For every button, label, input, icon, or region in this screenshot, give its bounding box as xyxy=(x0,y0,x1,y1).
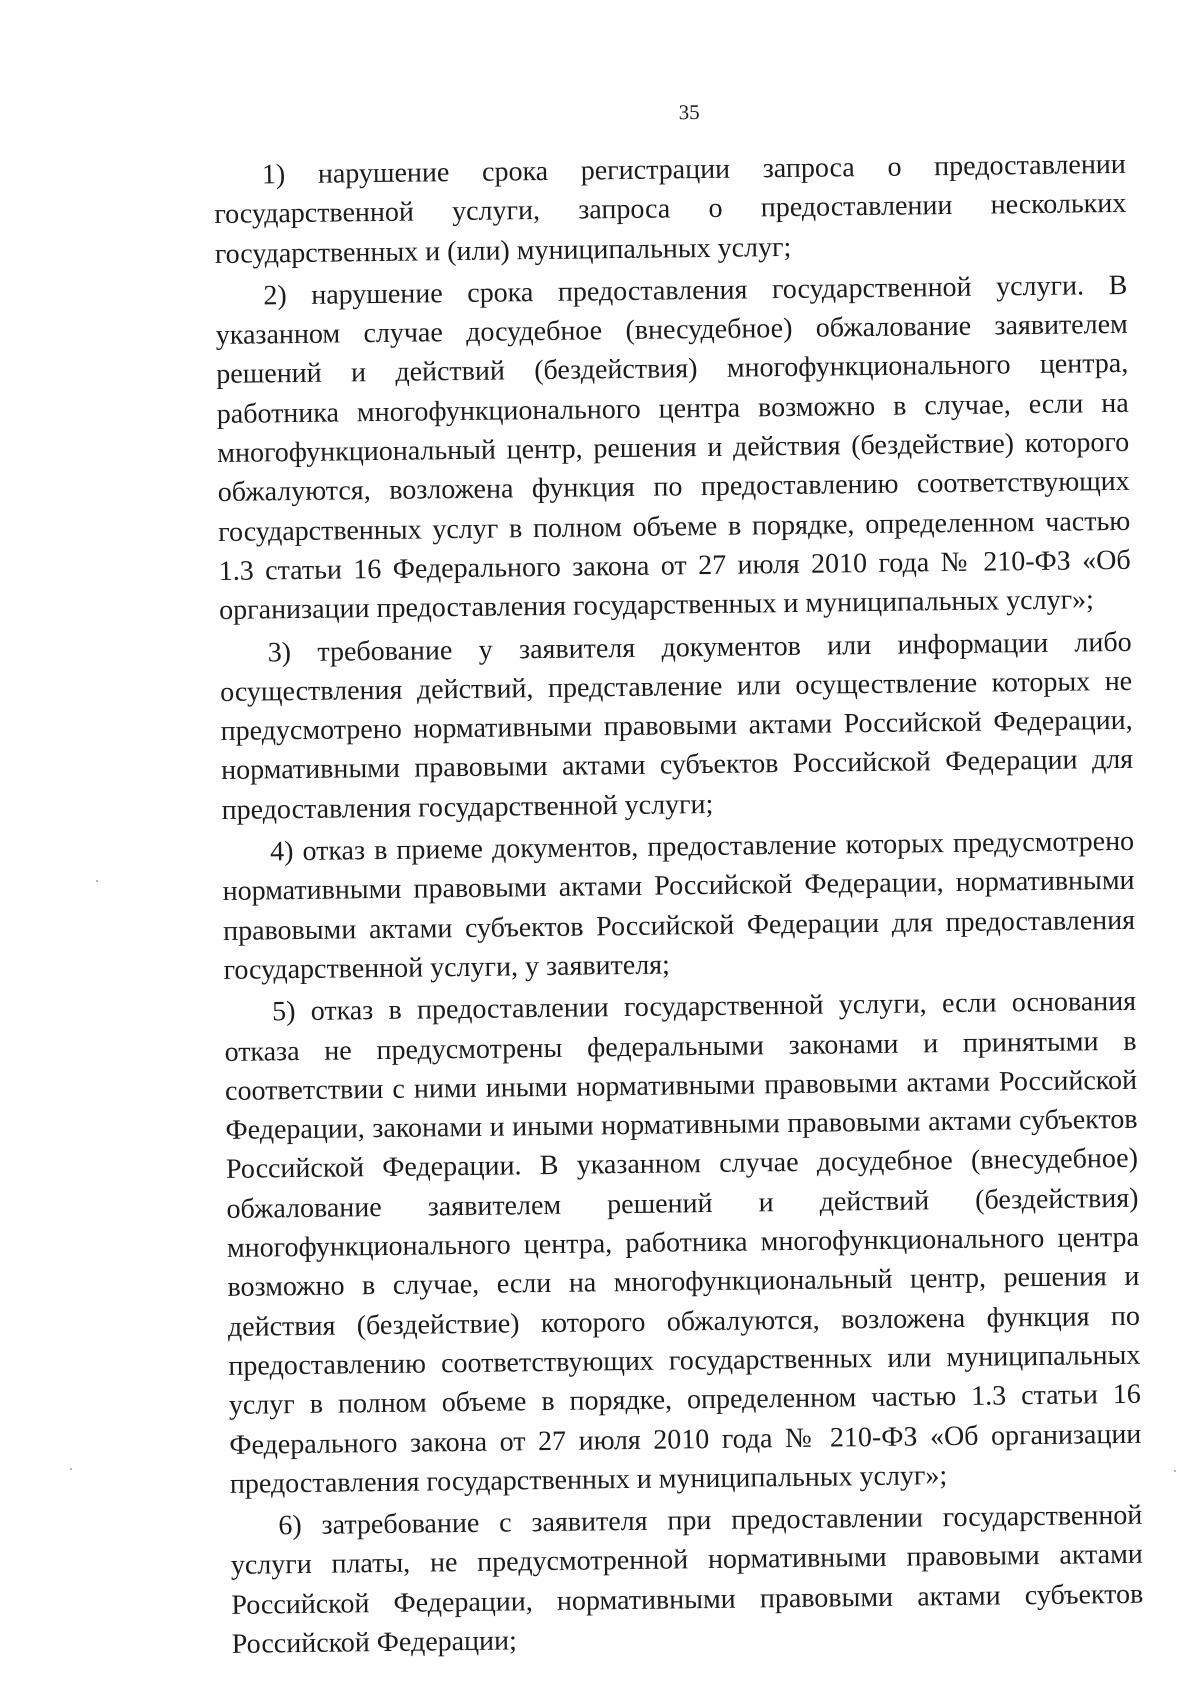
page-number: 35 xyxy=(678,100,700,125)
scan-speck xyxy=(70,1468,72,1470)
list-item-6: 6) затребование с заявителя при предоставлении государственной услуги платы, не предусмотренной нормативными правовыми актами Российской Федерации, нормативными правовыми актами субъектов Российской Федерации; xyxy=(230,1499,1144,1660)
list-item-2: 2) нарушение срока предоставления государственной услуги. В указанном случае досудебное (внесудебное) обжалование заявителем решений и действий (бездействия) многофункционального центра, работника многофункционального центра возможно в случае, если на многофункциональный центр, решения и действия (бездействие) которого обжалуются, возложена функция по предоставлению соответствующих государственных услуг в полном объеме в порядке, определенном частью 1.3 статьи 16 Федерального закона от 27 июля 2010 года № 210-ФЗ «Об организации предоставления государственных и муниципальных услуг»; xyxy=(215,269,1131,627)
list-item-3: 3) требование у заявителя документов или информации либо осуществления действий, представление или осуществление которых не предусмотрено нормативными правовыми актами Российской Федерации, нормативными правовыми актами субъектов Российской Федерации для предоставления государственной услуги; xyxy=(219,626,1134,826)
scan-speck xyxy=(1174,1470,1176,1472)
scan-speck xyxy=(96,880,98,882)
list-item-5: 5) отказ в предоставлении государственной услуги, если основания отказа не предусмотрены федеральными законами и принятыми в соответствии с ними иными нормативными правовыми актами Российской Федерации, законами и иными нормативными правовыми актами субъектов Российской Федерации. В указанном случае досудебное (внесудебное) обжалование заявителем решений и действий (бездействия) многофункционального центра, работника многофункционального центра возможно в случае, если на многофункциональный центр, решения и действия (бездействие) которого обжалуются, возложена функция по предоставлению соответствующих государственных или муниципальных услуг в полном объеме в порядке, определенном частью 1.3 статьи 16 Федерального закона от 27 июля 2010 года № 210-ФЗ «Об организации предоставления государственных и муниципальных услуг»; xyxy=(224,986,1142,1500)
list-item-4: 4) отказ в приеме документов, предоставление которых предусмотрено нормативными правовыми актами Российской Федерации, нормативными правовыми актами субъектов Российской Федерации для предоставления государственной услуги, у заявителя; xyxy=(222,825,1136,986)
list-item-1: 1) нарушение срока регистрации запроса о предоставлении государственной услуги, запроса о предоставлении нескольких государственных и (или) муниципальных услуг; xyxy=(214,148,1127,270)
page-text xyxy=(213,93,1144,1667)
